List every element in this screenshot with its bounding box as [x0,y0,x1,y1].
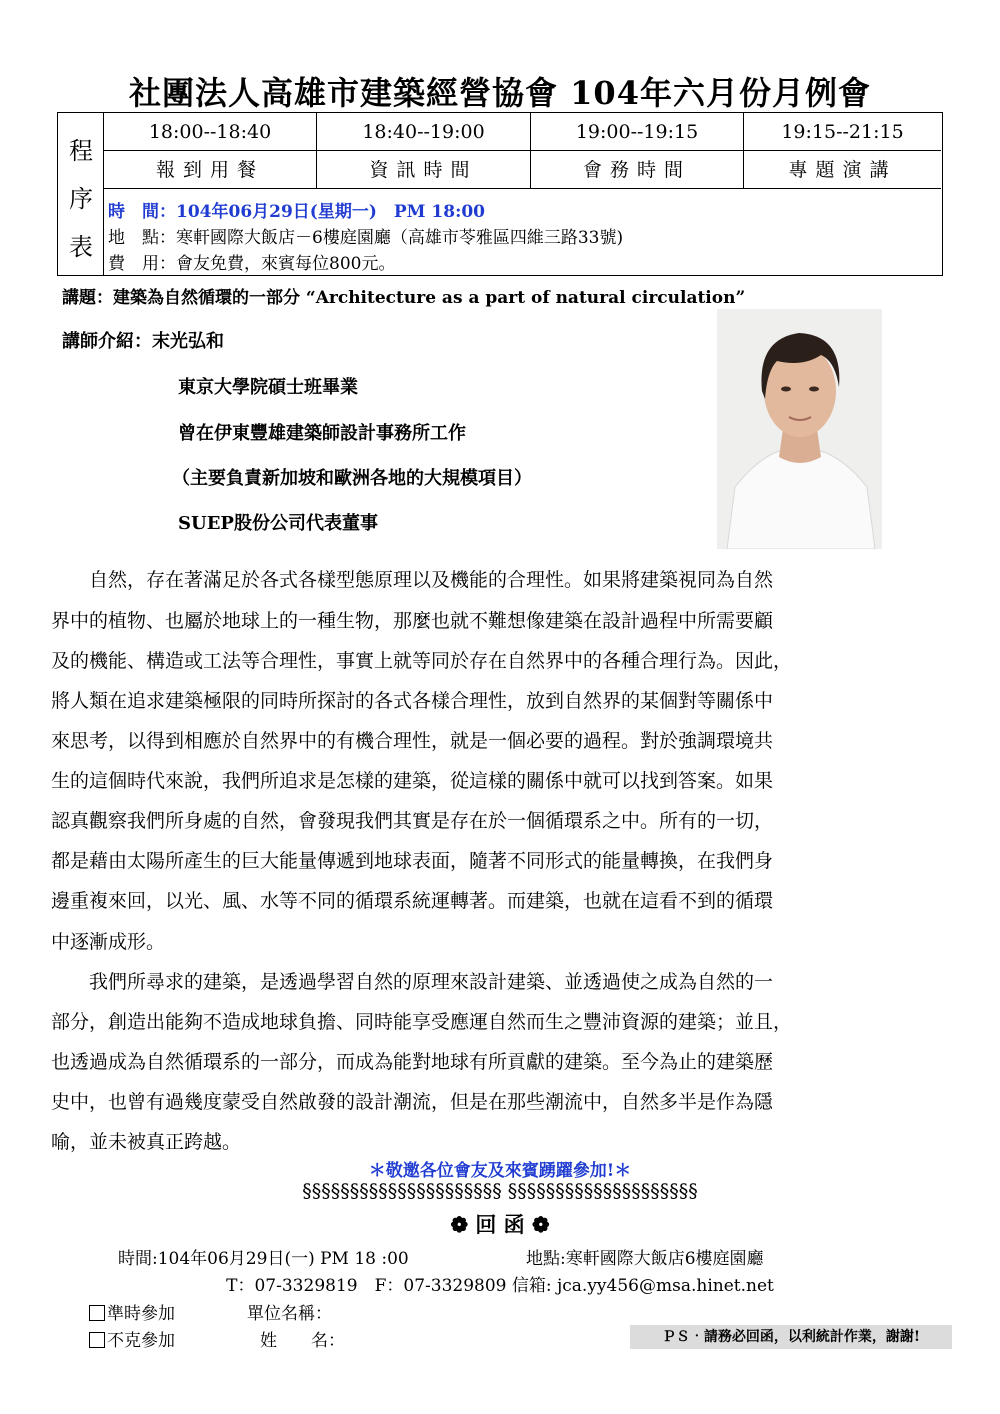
ps-note: ＰＳ‧請務必回函，以利統計作業，謝謝! [630,1325,952,1349]
reply-time: 時間:104年06月29日(一) PM 18 :00 [118,1249,409,1269]
meeting-time: 時 間：104年06月29日(星期一) PM 18:00 [108,202,485,222]
schedule-label-char: 序 [69,185,93,213]
body-line: 及的機能、構造或工法等合理性，事實上就等同於存在自然界中的各種合理行為。因此， [51,650,793,672]
attend-label: 準時參加 [107,1304,175,1324]
reply-place: 地點:寒軒國際大飯店6樓庭園廳 [526,1249,764,1269]
absent-option[interactable] [89,1326,175,1351]
reply-contact: T：07-3329819 F：07-3329809 信箱: jca.yy456@msa.hinet.net [226,1276,774,1296]
schedule-time-1: 18:00--18:40 [104,113,317,151]
body-line: 生的這個時代來說，我們所追求是怎樣的建築，從這樣的關係中就可以找到答案。如果 [51,770,774,792]
body-line: 將人類在追求建築極限的同時所探討的各式各樣合理性，放到自然界的某個對等關係中 [51,690,774,712]
body-line: 邊重複來回，以光、風、水等不同的循環系統運轉著。而建築，也就在這看不到的循環 [51,890,774,912]
speaker-bio-line: （主要負責新加坡和歐洲各地的大規模項目） [172,468,532,489]
schedule-item-2: 資訊時間 [317,151,531,189]
speaker-label: 講師介紹：末光弘和 [62,331,224,352]
body-line: 中逐漸成形。 [51,931,166,953]
body-line: 來思考，以得到相應於自然界中的有機合理性，就是一個必要的過程。對於強調環境共 [51,730,774,752]
schedule-label-char: 表 [69,233,93,261]
body-line: 喻，並未被真正跨越。 [51,1131,242,1153]
reply-title: ❁ 回 函 ❁ [450,1212,550,1237]
body-line: 自然，存在著滿足於各式各樣型態原理以及機能的合理性。如果將建築視同為自然 [51,569,774,591]
speaker-bio-line: 東京大學院碩士班畢業 [178,377,358,398]
speaker-bio-line: 曾在伊東豐雄建築師設計事務所工作 [178,423,466,444]
unit-name-label: 單位名稱： [247,1304,332,1324]
speaker-photo [717,309,882,549]
schedule-item-1: 報到用餐 [104,151,317,189]
schedule-label-char: 程 [69,137,93,165]
body-line: 界中的植物、也屬於地球上的一種生物，那麼也就不難想像建築在設計過程中所需要顧 [51,610,774,632]
body-line: 認真觀察我們所身處的自然，會發現我們其實是存在於一個循環系之中。所有的一切， [51,810,774,832]
absent-checkbox[interactable] [89,1332,105,1348]
invitation-text: ＊敬邀各位會友及來賓踴躍參加!＊ [368,1161,632,1181]
schedule-time-2: 18:40--19:00 [317,113,531,151]
attend-checkbox[interactable] [89,1305,105,1321]
speaker-portrait-image [717,309,882,549]
body-line: 也透過成為自然循環系的一部分，而成為能對地球有所貢獻的建築。至今為止的建築歷 [51,1051,774,1073]
lecture-topic: 講題：建築為自然循環的一部分 “Architecture as a part of natural circulation” [62,288,746,308]
schedule-label [58,113,104,275]
schedule-table [57,112,943,276]
meeting-place: 地 點：寒軒國際大飯店－6樓庭園廳（高雄市苓雅區四維三路33號) [108,228,624,248]
schedule-item-4: 專題演講 [744,151,941,189]
ornament-divider: §§§§§§§§§§§§§§§§§§§§§ §§§§§§§§§§§§§§§§§§§§ [302,1180,698,1202]
speaker-bio-line: SUEP股份公司代表董事 [178,513,378,534]
name-label: 姓 名： [260,1331,345,1351]
schedule-time-4: 19:15--21:15 [744,113,941,151]
body-line: 我們所尋求的建築，是透過學習自然的原理來設計建築、並透過使之成為自然的一 [51,971,774,993]
attend-option[interactable] [89,1299,175,1324]
schedule-time-3: 19:00--19:15 [531,113,744,151]
page-title: 社團法人高雄市建築經營協會 104年六月份月例會 [129,74,871,112]
body-line: 史中，也曾有過幾度蒙受自然啟發的設計潮流，但是在那些潮流中，自然多半是作為隱 [51,1091,774,1113]
absent-label: 不克參加 [107,1331,175,1351]
meeting-fee: 費 用：會友免費，來賓每位800元。 [108,254,396,274]
schedule-item-3: 會務時間 [531,151,744,189]
body-line: 部分，創造出能夠不造成地球負擔、同時能享受應運自然而生之豐沛資源的建築；並且， [51,1011,793,1033]
body-line: 都是藉由太陽所產生的巨大能量傳遞到地球表面，隨著不同形式的能量轉換，在我們身 [51,850,774,872]
